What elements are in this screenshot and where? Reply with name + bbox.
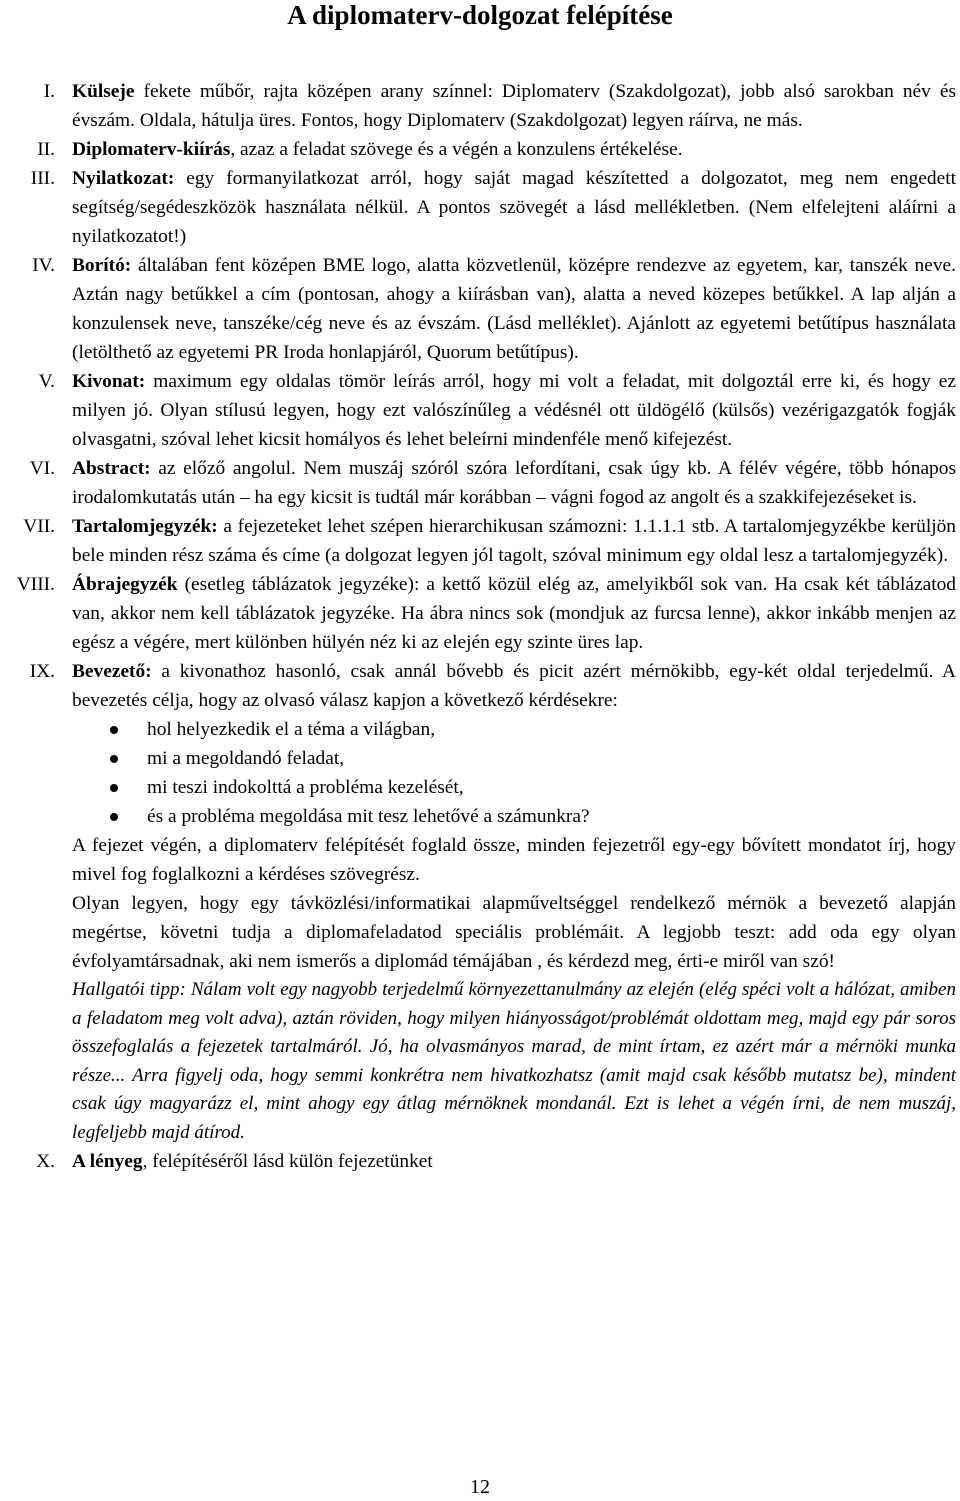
item-term: Abstract: <box>72 458 151 479</box>
question-list <box>72 715 956 831</box>
item-number: IV. <box>32 255 55 276</box>
bullet-item: és a probléma megoldása mit tesz lehetővé a számunkra? <box>72 802 956 831</box>
item-number: II. <box>37 139 55 160</box>
item-number: X. <box>36 1151 55 1172</box>
bullet-item: hol helyezkedik el a téma a világban, <box>72 715 956 744</box>
item-text: az előző angolul. Nem muszáj szóról szóra lefordítani, csak úgy kb. A félév végére, több hónapos irodalomkutatás után – ha egy kicsit is tudtál már korábban – vágni fogod az angolt és a szakkifejezéseket is. <box>72 458 956 508</box>
list-item-summary <box>0 367 960 454</box>
item-text: általában fent középen BME logo, alatta közvetlenül, középre rendezve az egyetem, kar, tanszék neve. Aztán nagy betűkkel a cím (pontosan, ahogy a kiírásban van), alatta a neved közepes betűkkel. A lap alján a konzulensek neve, tanszéke/cég neve és az évszám. (Lásd melléklet). Ajánlott az egyetemi betűtípus használata (letölthető az egyetemi PR Iroda honlapjáról, Quorum betűtípus). <box>72 255 956 363</box>
item-body <box>72 367 956 454</box>
section-list <box>0 77 960 1176</box>
item-body <box>72 570 956 657</box>
item-body <box>72 1147 956 1176</box>
item-text: , felépítéséről lásd külön fejezetünket <box>142 1151 433 1172</box>
list-item-cover <box>0 251 960 367</box>
paragraph: Olyan legyen, hogy egy távközlési/informatikai alapműveltséggel rendelkező mérnök a bevezető alapján megértse, követni tudja a diplomafeladatod speciális problémáit. A legjobb teszt: add oda egy olyan évfolyamtársadnak, aki nem ismerős a diplomád témájában , és kérdezd meg, érti-e miről van szó! <box>72 893 956 972</box>
item-number: VII. <box>23 516 55 537</box>
item-term: Bevezető: <box>72 661 152 682</box>
list-item-toc <box>0 512 960 570</box>
item-text: egy formanyilatkozat arról, hogy saját magad készítetted a dolgozatot, meg nem engedett segítség/segédeszközök használata nélkül. A pontos szövegét a lásd mellékletben. (Nem elfelejteni aláírni a nyilatkozatot!) <box>72 168 956 247</box>
item-number: VI. <box>29 458 55 479</box>
list-item-assignment <box>0 135 960 164</box>
item-term: Borító: <box>72 255 132 276</box>
list-item-figures <box>0 570 960 657</box>
paragraph: A fejezet végén, a diplomaterv felépítését foglald össze, minden fejezetről egy-egy bővített mondatot írj, hogy mivel fog foglalkozni a kérdéses szövegrész. <box>72 835 956 885</box>
bullet-item: mi teszi indokolttá a probléma kezelését, <box>72 773 956 802</box>
item-term: Tartalomjegyzék: <box>72 516 218 537</box>
list-item-exterior <box>0 77 960 135</box>
item-text: maximum egy oldalas tömör leírás arról, hogy mi volt a feladat, mit dolgoztál erre ki, és hogy ez milyen jó. Olyan stílusú legyen, hogy ezt valószínűleg a védésnél ott üldögélő (külsős) vezérigazgatók fogják olvasgatni, szóval lehet kicsit homályos és lehet beleírni mindenféle menő kifejezést. <box>72 371 956 450</box>
item-term: Ábrajegyzék <box>72 574 178 595</box>
bullet-icon <box>110 784 118 792</box>
list-item-abstract <box>0 454 960 512</box>
item-number: IX. <box>29 661 55 682</box>
item-term: Diplomaterv-kiírás <box>72 139 231 160</box>
item-number: VIII. <box>16 574 55 595</box>
item-body <box>72 164 956 251</box>
list-item-declaration <box>0 164 960 251</box>
item-body <box>72 77 956 135</box>
item-body <box>72 454 956 512</box>
bullet-icon <box>110 755 118 763</box>
item-number: III. <box>30 168 55 189</box>
student-tip: Hallgatói tipp: Nálam volt egy nagyobb terjedelmű környezettanulmány az elején (elég spéci volt a hálózat, amiben a feladatom meg volt adva), aztán röviden, hogy milyen hiányosságot/problémát oldottam meg, majd egy pár soros összefoglalás a fejezetek tartalmáról. Jó, ha olvasmányos marad, de mint írtam, ez azért már a mérnöki munka része... Arra figyelj oda, hogy semmi konkrétra nem hivatkozhatsz (amit majd csak később mutatsz be), mindent csak úgy magyarázz el, mint ahogy egy átlag mérnöknek mondanál. Ezt is lehet a végén írni, de nem muszáj, legfeljebb majd átírod. <box>72 979 956 1143</box>
bullet-item: mi a megoldandó feladat, <box>72 744 956 773</box>
list-item-main-content <box>0 1147 960 1176</box>
page-number: 12 <box>470 1476 490 1498</box>
item-text: fekete műbőr, rajta középen arany színnel: Diplomaterv (Szakdolgozat), jobb alsó sarokban név és évszám. Oldala, hátulja üres. Fontos, hogy Diplomaterv (Szakdolgozat) legyen ráírva, ne más. <box>72 81 956 131</box>
item-term: A lényeg <box>72 1151 143 1172</box>
page-title: A diplomaterv-dolgozat felépítése <box>287 0 673 30</box>
item-body <box>72 512 956 570</box>
item-text: (esetleg táblázatok jegyzéke): a kettő közül elég az, amelyikből sok van. Ha csak két táblázatod van, akkor nem kell táblázatok jegyzéke. Ha ábra nincs sok (mondjuk az furcsa lenne), akkor inkább menjen az egész a végére, mert különben hülyén néz ki az elején egy szinte üres lap. <box>72 574 956 653</box>
item-term: Külseje <box>72 81 135 102</box>
item-text: , azaz a feladat szövege és a végén a konzulens értékelése. <box>230 139 683 160</box>
bullet-icon <box>110 813 118 821</box>
item-term: Nyilatkozat: <box>72 168 175 189</box>
bullet-icon <box>110 726 118 734</box>
item-term: Kivonat: <box>72 371 146 392</box>
item-number: I. <box>43 81 55 102</box>
item-body <box>72 251 956 367</box>
list-item-introduction <box>0 657 960 1147</box>
item-body <box>72 135 956 164</box>
item-body <box>72 657 956 1147</box>
item-number: V. <box>38 371 55 392</box>
item-text: a kivonathoz hasonló, csak annál bővebb és picit azért mérnökibb, egy-két oldal terjedelmű. A bevezetés célja, hogy az olvasó válasz kapjon a következő kérdésekre: <box>72 661 956 711</box>
item-text: a fejezeteket lehet szépen hierarchikusan számozni: 1.1.1.1 stb. A tartalomjegyzékbe kerüljön bele minden rész száma és címe (a dolgozat legyen jól tagolt, szóval minimum egy oldal lesz a tartalomjegyzék). <box>72 516 956 566</box>
